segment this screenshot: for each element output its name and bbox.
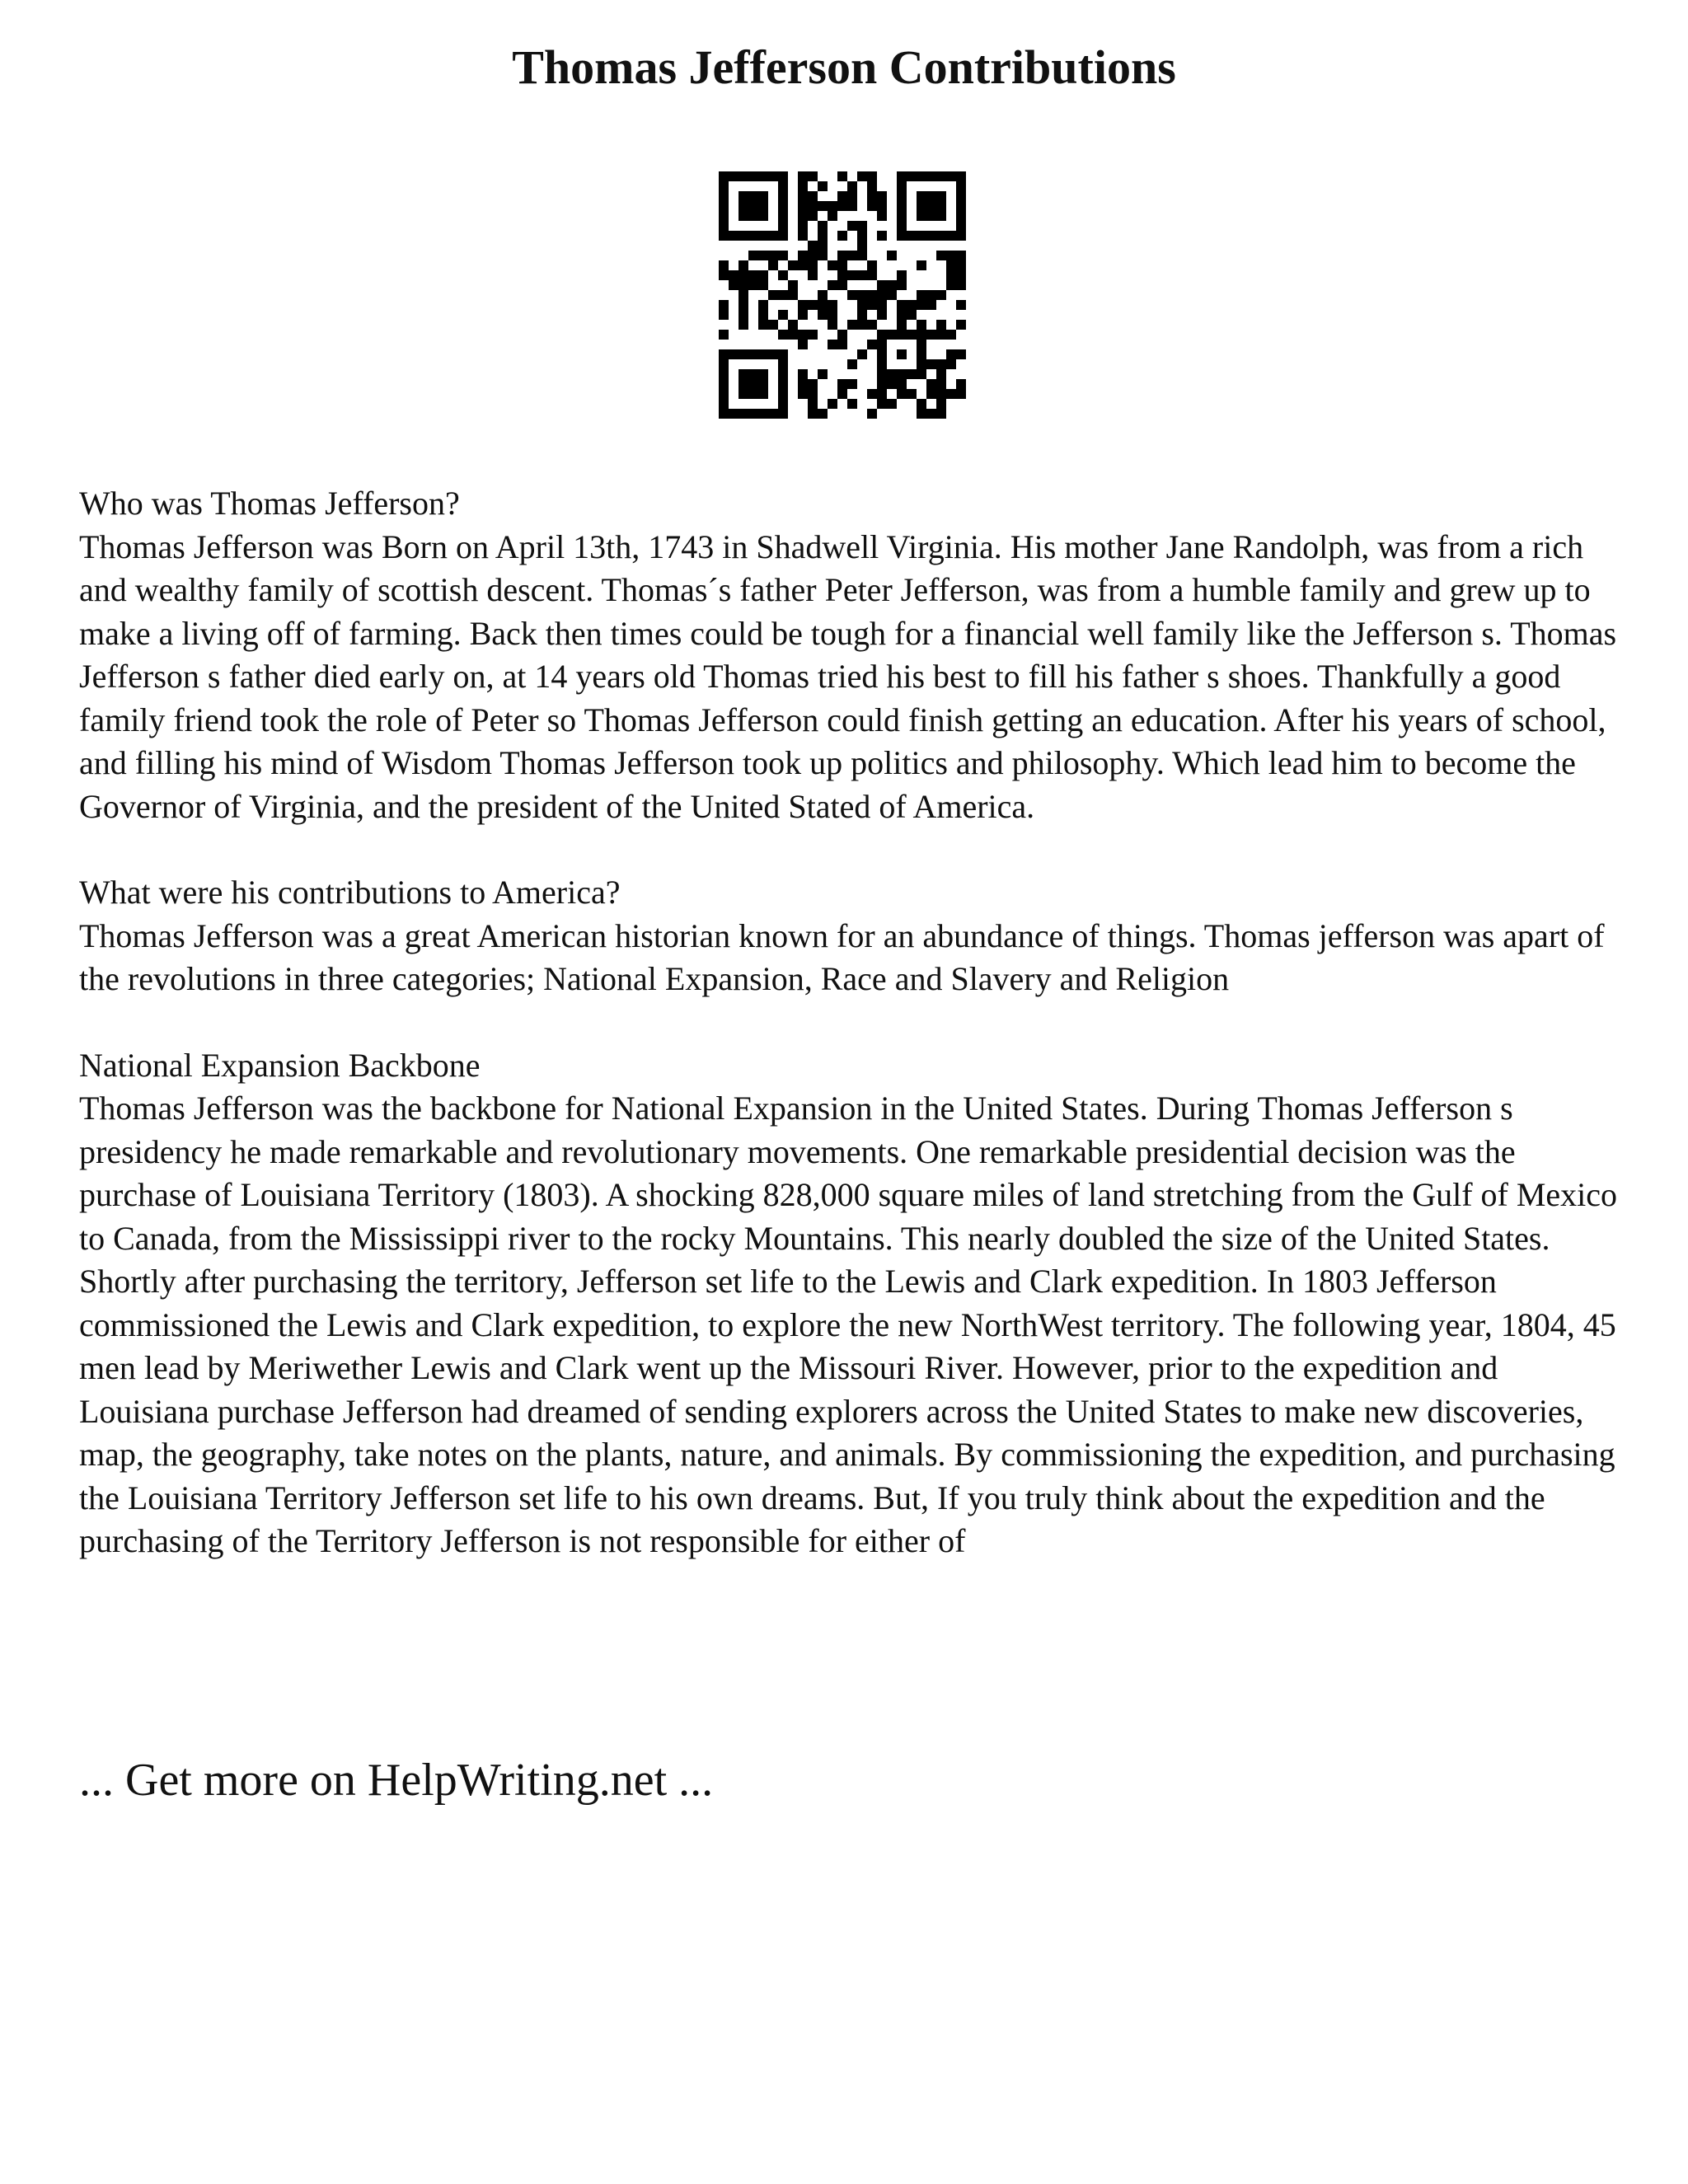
document-body	[79, 482, 1629, 1606]
section-heading: What were his contributions to America?	[79, 874, 621, 911]
get-more-link[interactable]: ... Get more on HelpWriting.net ...	[79, 1755, 714, 1806]
section-heading: Who was Thomas Jefferson?	[79, 485, 460, 522]
section-paragraph: Thomas Jefferson was a great American historian known for an abundance of things. Thomas jefferson was apart of the revolutions in three categories; National Expansion, Race and Slavery and Religion	[79, 916, 1605, 997]
section-who-was-jefferson	[79, 482, 1629, 828]
section-paragraph: Thomas Jefferson was Born on April 13th, 1743 in Shadwell Virginia. His mother Jane Randolph, was from a rich and wealthy family of scottish descent. Thomas´s father Peter Jefferson, was from a humble family and grew up to make a living off of farming. Back then times could be tough for a financial well family like the Jefferson s. Thomas Jefferson s father died early on, at 14 years old Thomas tried his best to fill his father s shoes. Thankfully a good family friend took the role of Peter so Thomas Jefferson could finish getting an education. After his years of school, and filling his mind of Wisdom Thomas Jefferson took up politics and philosophy. Which lead him to become the Governor of Virginia, and the president of the United Stated of America.	[79, 527, 1617, 825]
section-contributions	[79, 871, 1629, 1001]
section-paragraph: Thomas Jefferson was the backbone for National Expansion in the United States. During Thomas Jefferson s presidency he made remarkable and revolutionary movements. One remarkable presidential decision was the purchase of Louisiana Territory (1803). A shocking 828,000 square miles of land stretching from the Gulf of Mexico to Canada, from the Mississippi river to the rocky Mountains. This nearly doubled the size of the United States. Shortly after purchasing the territory, Jefferson set life to the Lewis and Clark expedition. In 1803 Jefferson commissioned the Lewis and Clark expedition, to explore the new NorthWest territory. The following year, 1804, 45 men lead by Meriwether Lewis and Clark went up the Missouri River. However, prior to the expedition and Louisiana purchase Jefferson had dreamed of sending explorers across the United States to make new discoveries, map, the geography, take notes on the plants, nature, and animals. By commissioning the expedition, and purchasing the Louisiana Territory Jefferson set life to his own dreams. But, If you truly think about the expedition and the purchasing of the Territory Jefferson is not responsible for either of	[79, 1090, 1618, 1559]
section-heading: National Expansion Backbone	[79, 1046, 481, 1084]
qr-code-icon	[719, 171, 966, 419]
section-national-expansion	[79, 1044, 1629, 1563]
page-title: Thomas Jefferson Contributions	[512, 40, 1176, 94]
